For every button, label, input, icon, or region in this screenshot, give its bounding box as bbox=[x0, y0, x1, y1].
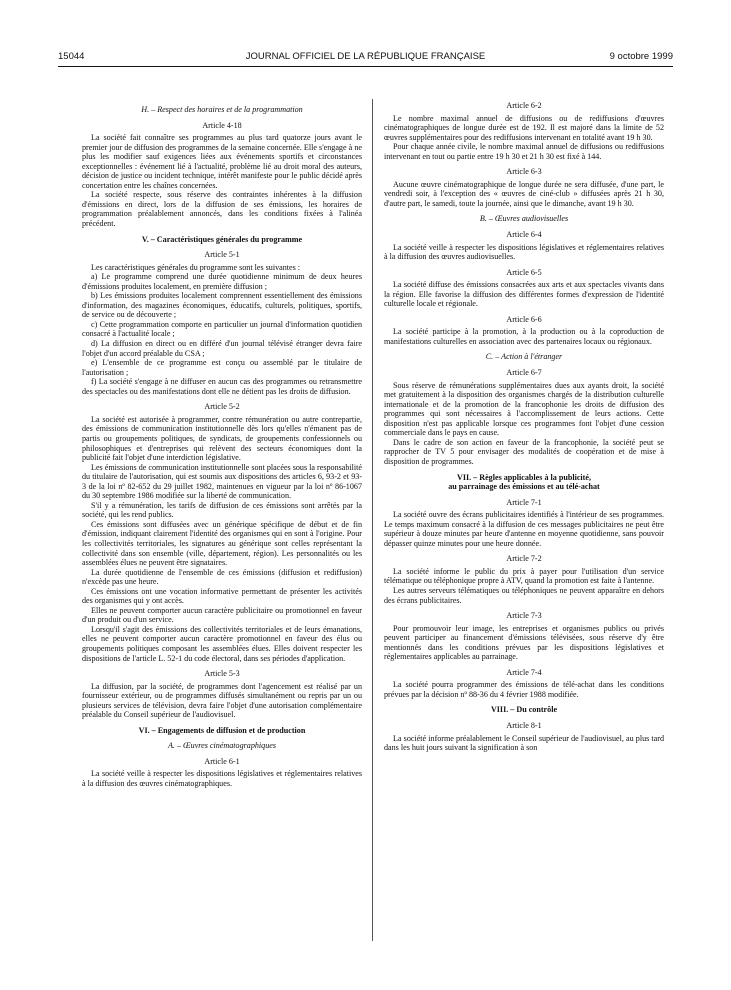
article-heading: Article 7-3 bbox=[506, 611, 542, 621]
article-heading: Article 5-2 bbox=[204, 402, 240, 412]
article-heading: Article 6-7 bbox=[506, 368, 542, 378]
paragraph: Les autres serveurs télématiques ou téléphoniques ne peuvent apparaître en dehors des écrans publicitaires. bbox=[384, 585, 664, 605]
section-heading: VIII. – Du contrôle bbox=[490, 705, 558, 715]
paragraph: La société veille à respecter les dispositions législatives et réglementaires relatives à la diffusion des œuvres cinématographiques. bbox=[82, 769, 362, 788]
section-heading: V. – Caractéristiques générales du programme bbox=[141, 234, 303, 244]
paragraph: a) Le programme comprend une durée quotidienne minimum de deux heures d'émissions produites localement, en première diffusion ; bbox=[82, 272, 362, 291]
article-heading: Article 6-2 bbox=[506, 101, 542, 110]
article-heading: Article 6-5 bbox=[506, 267, 542, 277]
paragraph: e) L'ensemble de ce programme est conçu ou assemblé par le titulaire de l'autorisation ; bbox=[82, 358, 362, 377]
article-heading: Article 6-3 bbox=[506, 167, 542, 177]
paragraph: La société participe à la promotion, à la production ou à la coproduction de manifestations culturelles en association avec des partenaires locaux ou régionaux. bbox=[384, 327, 664, 346]
page-header bbox=[58, 51, 673, 65]
subsection-heading: C. – Action à l'étranger bbox=[485, 352, 563, 362]
paragraph: La société est autorisée à programmer, contre rémunération ou autre contrepartie, des émissions de communication institutionnelle dès lors qu'elles n'émanent pas de partis ou groupements politiques, de syndicats, de groupements confessionnels ou philosophiques et d'entreprises qui relèvent des secteurs économiques dont la publicité fait l'objet d'une interdiction législative. bbox=[82, 414, 362, 463]
paragraph: La société pourra programmer des émissions de télé-achat dans les conditions prévues par la décision nº 88-36 du 4 février 1988 modifiée. bbox=[384, 680, 664, 699]
column-divider bbox=[372, 99, 373, 941]
paragraph: Le nombre maximal annuel de diffusions ou de rediffusions d'œuvres cinématographiques de longue durée est de 192. Il est majoré dans la limite de 52 œuvres supplémentaires pour des rediffusions intervenant en totalité avant 19 h 30. bbox=[384, 113, 664, 142]
paragraph: La société informe le public du prix à payer pour l'utilisation d'un service télématique ou téléphonique propre à ATV, quand la promotion est faite à l'antenne. bbox=[384, 566, 664, 586]
paragraph: Elles ne peuvent comporter aucun caractère publicitaire ou promotionnel en faveur d'un produit ou d'un service. bbox=[82, 605, 362, 625]
right-column bbox=[384, 99, 664, 753]
article-heading: Article 7-4 bbox=[506, 667, 542, 677]
paragraph: d) La diffusion en direct ou en différé d'un journal télévisé étranger devra faire l'objet d'un accord préalable du CSA ; bbox=[82, 339, 362, 358]
subsection-heading: A. – Œuvres cinématographiques bbox=[167, 741, 277, 751]
section-heading: VI. – Engagements de diffusion et de production bbox=[138, 725, 306, 735]
section-heading-line-2: au parrainage des émissions et au télé-achat bbox=[448, 482, 600, 492]
article-heading: Article 8-1 bbox=[506, 720, 542, 730]
article-heading: Article 6-6 bbox=[506, 314, 542, 324]
article-heading: Article 5-3 bbox=[204, 669, 240, 679]
paragraph: Aucune œuvre cinématographique de longue durée ne sera diffusée, d'une part, le vendredi soir, à l'exception des « œuvres de ciné-club » diffusées après 21 h 30, d'autre part, le samedi, toute la journée, ainsi que le dimanche, avant 19 h 30. bbox=[384, 179, 664, 208]
paragraph: La diffusion, par la société, de programmes dont l'agencement est réalisé par un fournisseur extérieur, ou de programmes diffusés simultanément ou repris par un ou plusieurs services de télévision, devra faire l'objet d'une autorisation complémentaire préalable du Conseil supérieur de l'audiovisuel. bbox=[82, 681, 362, 720]
article-heading: Article 7-2 bbox=[506, 554, 542, 564]
paragraph: La société ouvre des écrans publicitaires identifiés à l'intérieur de ses programmes. Le temps maximum consacré à la diffusion de ces messages publicitaires ne peut être supérieur à douze minutes par heure d'antenne en moyenne quotidienne, sans pouvoir dépasser quinze minutes pour une heure donnée. bbox=[384, 510, 664, 548]
paragraph: Pour chaque année civile, le nombre maximal annuel de diffusions ou rediffusions intervenant en tout ou partie entre 19 h 30 et 21 h 30 est fixé à 144. bbox=[384, 142, 664, 161]
article-heading: Article 7-1 bbox=[506, 497, 542, 507]
article-heading: Article 5-1 bbox=[204, 250, 240, 260]
paragraph: Ces émissions sont diffusées avec un générique spécifique de début et de fin d'émission, indiquant clairement l'identité des organismes qui en sont à l'origine. Pour les collectivités territoriales, les signatures au générique sont celles représentant la collectivité dans son ensemble (ville, département, région). Les personnalités ou les assemblées élues ne peuvent être signataires. bbox=[82, 519, 362, 568]
paragraph: La société informe préalablement le Conseil supérieur de l'audiovisuel, au plus tard dans les huit jours suivant la signification à son bbox=[384, 733, 664, 753]
section-heading: H. – Respect des horaires et de la programmation bbox=[141, 105, 303, 114]
paragraph: S'il y a rémunération, les tarifs de diffusion de ces émissions sont arrêtés par la société, qui les rend publics. bbox=[82, 500, 362, 520]
paragraph: b) Les émissions produites localement comprennent essentiellement des émissions d'information, des magazines économiques, éducatifs, culturels, politiques, sportifs, de service ou de découverte ; bbox=[82, 291, 362, 320]
page-number: 15044 bbox=[58, 51, 85, 62]
paragraph: Les émissions de communication institutionnelle sont placées sous la responsabilité du titulaire de l'autorisation, qui est soumis aux dispositions des articles 6, 93-2 et 93-3 de la loi nº 82-652 du 29 juillet 1982, maintenues en vigueur par la loi nº 86-1067 du 30 septembre 1986 modifiée sur la liberté de communication. bbox=[82, 462, 362, 501]
paragraph: c) Cette programmation comporte en particulier un journal d'information quotidien consacré à l'actualité locale ; bbox=[82, 319, 362, 339]
journal-title: JOURNAL OFFICIEL DE LA RÉPUBLIQUE FRANÇAISE bbox=[245, 51, 486, 62]
paragraph: Lorsqu'il s'agit des émissions des collectivités territoriales et de leurs émanations, elles ne peuvent comporter aucun caractère promotionnel en faveur des élus ou groupements politiques composant les assemblées élues. Elles doivent respecter les dispositions de l'article L. 52-1 du code électoral, dans ses périodes d'application. bbox=[82, 624, 362, 663]
paragraph: La société respecte, sous réserve des contraintes inhérentes à la diffusion d'émissions en direct, lors de la diffusion de ses émissions, les horaires de programmation préalablement annoncés, dans les conditions fixées à l'alinéa précédent. bbox=[82, 190, 362, 229]
article-heading: Article 6-4 bbox=[506, 230, 542, 240]
left-column bbox=[82, 99, 362, 789]
subsection-heading: B. – Œuvres audiovisuelles bbox=[479, 214, 569, 224]
paragraph: La société diffuse des émissions consacrées aux arts et aux spectacles vivants dans la région. Elle favorise la diffusion des différentes formes d'expression de l'identité culturelle locale et régionale. bbox=[384, 280, 664, 309]
paragraph: Pour promouvoir leur image, les entreprises et organismes publics ou privés peuvent participer au financement d'émissions télévisées, sous réserve d'y être mentionnés dans les conditions prévues par les dispositions législatives et réglementaires applicables au parrainage. bbox=[384, 623, 664, 662]
paragraph: La société veille à respecter les dispositions législatives et réglementaires relatives à la diffusion des œuvres audiovisuelles. bbox=[384, 242, 664, 262]
paragraph: f) La société s'engage à ne diffuser en aucun cas des programmes ou retransmettre des spectacles ou des manifestations dont elle ne détient pas les droits de diffusion. bbox=[82, 377, 362, 396]
issue-date: 9 octobre 1999 bbox=[609, 51, 673, 62]
paragraph: Sous réserve de rémunérations supplémentaires dues aux ayants droit, la société met gratuitement à la disposition des organismes chargés de la distribution culturelle internationale et de la promotion de la francophonie les droits de diffusion des programmes qui sont nécessaires à l'accomplissement de leurs actions. Cette disposition n'est pas applicable lorsque ces programmes font l'objet d'une cession commerciale dans le pays en cause. bbox=[384, 380, 664, 438]
article-heading: Article 6-1 bbox=[204, 756, 240, 766]
paragraph: La durée quotidienne de l'ensemble de ces émissions (diffusion et rediffusion) n'excède pas une heure. bbox=[82, 567, 362, 587]
section-heading: VII. – Règles applicables à la publicité, bbox=[456, 472, 591, 482]
paragraph: Ces émissions ont une vocation informative permettant de présenter les activités des organismes qui y ont accès. bbox=[82, 586, 362, 606]
paragraph: Dans le cadre de son action en faveur de la francophonie, la société peut se rapprocher de TV 5 pour envisager des modalités de coopération et de mise à disposition de programmes. bbox=[384, 437, 664, 466]
paragraph: La société fait connaître ses programmes au plus tard quatorze jours avant le premier jour de diffusion des programmes de la semaine concernée. Elle s'engage à ne plus les modifier sauf exigences liées aux événements sportifs et circonstances exceptionnelles : événement lié à l'actualité, problème lié au droit moral des auteurs, décision de justice ou incident technique, intérêt manifeste pour le public décidé après concertation entre les chaînes concernées. bbox=[82, 133, 362, 190]
header-rule bbox=[58, 66, 673, 67]
article-heading: Article 4-18 bbox=[202, 120, 242, 130]
paragraph: Les caractéristiques générales du programme sont les suivantes : bbox=[91, 262, 301, 272]
